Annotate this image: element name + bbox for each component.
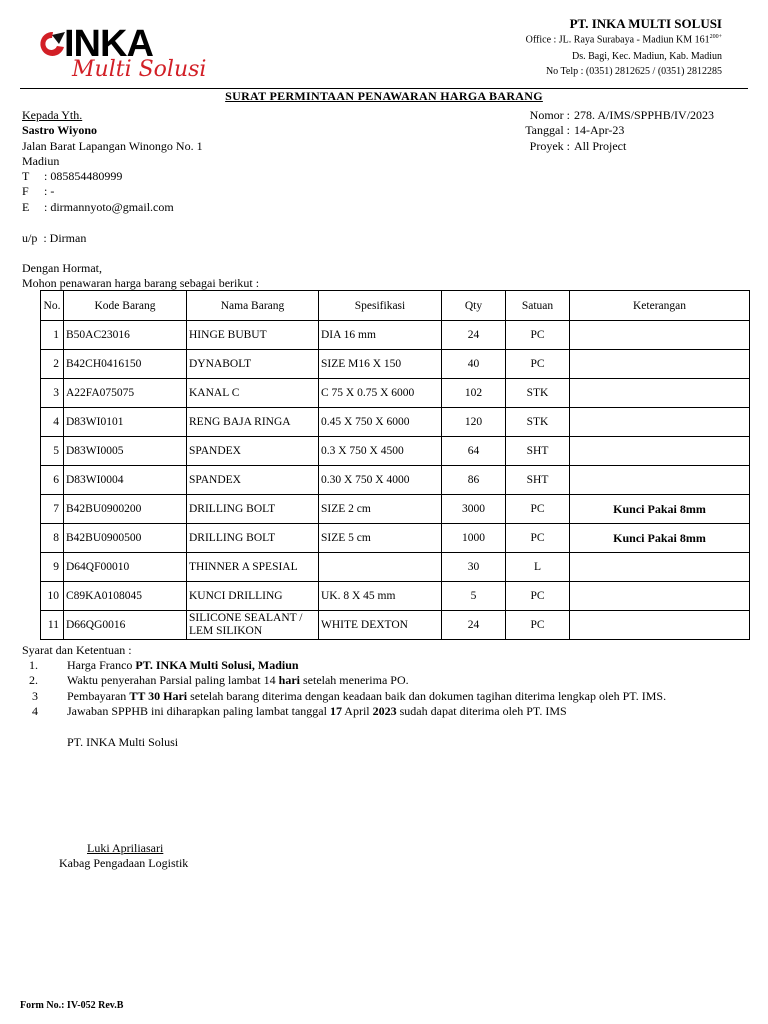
cell-satuan: PC (506, 350, 570, 379)
recipient-city: Madiun (22, 154, 60, 168)
col-header-satuan: Satuan (506, 291, 570, 321)
terms-heading: Syarat dan Ketentuan : (22, 643, 132, 657)
nomor-value: 278. A/IMS/SPPHB/IV/2023 (574, 108, 715, 122)
cell-spesifikasi: 0.30 X 750 X 4000 (319, 466, 442, 495)
recipient-name: Sastro Wiyono (22, 123, 98, 137)
cell-nama: SPANDEX (187, 466, 319, 495)
term-item: Harga Franco PT. INKA Multi Solusi, Madiun (67, 658, 299, 672)
cell-nama: HINGE BUBUT (187, 321, 319, 350)
recipient-phone-label: T (22, 169, 30, 183)
cell-kode: D64QF00010 (64, 553, 187, 582)
cell-satuan: SHT (506, 466, 570, 495)
cell-satuan: STK (506, 408, 570, 437)
cell-no: 9 (41, 553, 64, 582)
cell-satuan: PC (506, 321, 570, 350)
cell-spesifikasi: 0.3 X 750 X 4500 (319, 437, 442, 466)
cell-satuan: STK (506, 379, 570, 408)
cell-no: 4 (41, 408, 64, 437)
table-row (41, 379, 750, 408)
cell-kode: D66QG0016 (64, 611, 187, 640)
cell-satuan: L (506, 553, 570, 582)
table-row (41, 466, 750, 495)
cell-keterangan (570, 553, 750, 582)
cell-qty: 24 (442, 611, 506, 640)
cell-kode: B50AC23016 (64, 321, 187, 350)
cell-kode: D83WI0004 (64, 466, 187, 495)
cell-nama: SPANDEX (187, 437, 319, 466)
cell-keterangan (570, 321, 750, 350)
cell-qty: 24 (442, 321, 506, 350)
col-header-qty: Qty (442, 291, 506, 321)
cell-qty: 5 (442, 582, 506, 611)
cell-spesifikasi: WHITE DEXTON (319, 611, 442, 640)
cell-satuan: PC (506, 611, 570, 640)
recipient-fax: : - (44, 184, 55, 198)
proyek-label: Proyek : (529, 139, 570, 153)
cell-qty: 3000 (442, 495, 506, 524)
tanggal-label: Tanggal : (525, 123, 570, 137)
cell-nama-line1: SILICONE SEALANT / (189, 612, 303, 624)
office-address: Office : JL. Raya Surabaya - Madiun KM $161^{200+}$ (525, 34, 722, 46)
cell-kode: C89KA0108045 (64, 582, 187, 611)
closing-company: PT. INKA Multi Solusi (67, 735, 179, 749)
cell-nama (187, 611, 319, 640)
cell-kode: B42BU0900200 (64, 495, 187, 524)
cell-satuan: PC (506, 582, 570, 611)
term-number: 3 (32, 689, 38, 703)
cell-nama: THINNER A SPESIAL (187, 553, 319, 582)
cell-keterangan (570, 582, 750, 611)
cell-kode: D83WI0005 (64, 437, 187, 466)
recipient-greeting: Kepada Yth. (22, 108, 83, 122)
cell-spesifikasi: SIZE 5 cm (319, 524, 442, 553)
cell-no: 5 (41, 437, 64, 466)
table-row (41, 321, 750, 350)
cell-no: 10 (41, 582, 64, 611)
cell-keterangan (570, 466, 750, 495)
intro-line: Mohon penawaran harga barang sebagai berikut : (22, 276, 260, 290)
cell-nama: DRILLING BOLT (187, 495, 319, 524)
table-row (41, 350, 750, 379)
cell-spesifikasi (319, 553, 442, 582)
cell-keterangan (570, 379, 750, 408)
cell-qty: 64 (442, 437, 506, 466)
tanggal-value: 14-Apr-23 (574, 123, 625, 137)
cell-qty: 86 (442, 466, 506, 495)
recipient-email-label: E (22, 200, 30, 214)
col-header-no: No. (41, 291, 64, 321)
cell-keterangan (570, 437, 750, 466)
document-title: SURAT PERMINTAAN PENAWARAN HARGA BARANG (225, 89, 543, 103)
office-address-2: Ds. Bagi, Kec. Madiun, Kab. Madiun (572, 51, 722, 62)
cell-qty: 1000 (442, 524, 506, 553)
term-item: Jawaban SPPHB ini diharapkan paling lambat tanggal 17 April 2023 sudah dapat diterima oleh PT. IMS (67, 704, 567, 718)
cell-satuan: PC (506, 524, 570, 553)
cell-nama: DRILLING BOLT (187, 524, 319, 553)
col-header-kode: Kode Barang (64, 291, 187, 321)
col-header-spesifikasi: Spesifikasi (319, 291, 442, 321)
cell-kode: A22FA075075 (64, 379, 187, 408)
form-number: Form No.: IV-052 Rev.B (20, 1000, 124, 1011)
table-header-row (41, 291, 750, 321)
cell-no: 7 (41, 495, 64, 524)
term-number: 2. (29, 673, 38, 687)
cell-qty: 120 (442, 408, 506, 437)
cell-no: 6 (41, 466, 64, 495)
table-row (41, 437, 750, 466)
cell-keterangan (570, 350, 750, 379)
recipient-attn: u/p : Dirman (22, 231, 87, 245)
cell-no: 2 (41, 350, 64, 379)
term-number: 4 (32, 704, 38, 718)
table-row (41, 524, 750, 553)
salutation: Dengan Hormat, (22, 261, 102, 275)
cell-kode: D83WI0101 (64, 408, 187, 437)
signer-position: Kabag Pengadaan Logistik (59, 856, 189, 870)
cell-qty: 30 (442, 553, 506, 582)
items-table (40, 290, 750, 640)
cell-nama: RENG BAJA RINGA (187, 408, 319, 437)
cell-spesifikasi: SIZE M16 X 150 (319, 350, 442, 379)
cell-keterangan: Kunci Pakai 8mm (570, 524, 750, 553)
cell-spesifikasi: UK. 8 X 45 mm (319, 582, 442, 611)
cell-no: 8 (41, 524, 64, 553)
table-row (41, 611, 750, 640)
recipient-fax-label: F (22, 184, 29, 198)
cell-satuan: PC (506, 495, 570, 524)
cell-qty: 40 (442, 350, 506, 379)
proyek-value: All Project (574, 139, 627, 153)
cell-nama-line2: LEM SILIKON (189, 625, 263, 637)
cell-spesifikasi: SIZE 2 cm (319, 495, 442, 524)
recipient-phone: : 085854480999 (44, 169, 123, 183)
cell-spesifikasi: DIA 16 mm (319, 321, 442, 350)
office-phone: No Telp : (0351) 2812625 / (0351) 2812285 (545, 66, 722, 77)
cell-nama: KANAL C (187, 379, 319, 408)
logo-tagline: Multi Solusi (72, 57, 207, 82)
cell-keterangan: Kunci Pakai 8mm (570, 495, 750, 524)
signer-name: Luki Apriliasari (87, 841, 164, 855)
cell-no: 3 (41, 379, 64, 408)
logo-wordmark: INKA (64, 23, 153, 65)
term-number: 1. (29, 658, 38, 672)
table-row (41, 553, 750, 582)
cell-qty: 102 (442, 379, 506, 408)
nomor-label: Nomor : (529, 108, 570, 122)
cell-no: 1 (41, 321, 64, 350)
recipient-email: : dirmannyoto@gmail.com (44, 200, 174, 214)
recipient-address: Jalan Barat Lapangan Winongo No. 1 (22, 139, 203, 153)
term-item: Pembayaran TT 30 Hari setelah barang diterima dengan keadaan baik dan dokumen tagihan diterima lengkap oleh PT. IMS. (67, 689, 667, 703)
table-row (41, 495, 750, 524)
table-row (41, 582, 750, 611)
cell-spesifikasi: C 75 X 0.75 X 6000 (319, 379, 442, 408)
cell-no: 11 (41, 611, 64, 640)
term-item: Waktu penyerahan Parsial paling lambat 14 hari setelah menerima PO. (67, 673, 409, 687)
cell-nama: DYNABOLT (187, 350, 319, 379)
cell-spesifikasi: 0.45 X 750 X 6000 (319, 408, 442, 437)
company-name: PT. INKA MULTI SOLUSI (569, 16, 722, 31)
cell-nama: KUNCI DRILLING (187, 582, 319, 611)
col-header-keterangan: Keterangan (570, 291, 750, 321)
cell-keterangan (570, 408, 750, 437)
table-row (41, 408, 750, 437)
col-header-nama: Nama Barang (187, 291, 319, 321)
cell-kode: B42CH0416150 (64, 350, 187, 379)
cell-keterangan (570, 611, 750, 640)
cell-kode: B42BU0900500 (64, 524, 187, 553)
cell-satuan: SHT (506, 437, 570, 466)
